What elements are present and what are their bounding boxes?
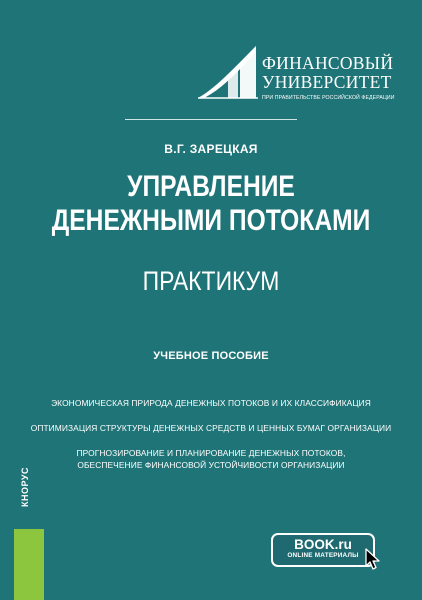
badge-subtitle: ONLINE МАТЕРИАЛЫ — [287, 552, 359, 559]
university-logo-text — [262, 54, 395, 101]
publisher-name: КНОРУС — [20, 467, 30, 507]
university-name-line1: ФИНАНСОВЫЙ — [262, 53, 394, 73]
bookru-badge[interactable] — [271, 533, 375, 567]
topics-list — [0, 397, 422, 484]
badge-title: BOOK.ru — [294, 537, 352, 552]
edition-type: УЧЕБНОЕ ПОСОБИЕ — [153, 350, 269, 362]
topic-item: ПРОГНОЗИРОВАНИЕ И ПЛАНИРОВАНИЕ ДЕНЕЖНЫХ ПОТОКОВ, — [76, 448, 346, 458]
publisher-bar — [14, 529, 44, 600]
topic-item: ЭКОНОМИЧЕСКАЯ ПРИРОДА ДЕНЕЖНЫХ ПОТОКОВ И ИХ КЛАССИФИКАЦИЯ — [51, 398, 371, 408]
university-name-line3: ПРИ ПРАВИТЕЛЬСТВЕ РОССИЙСКОЙ ФЕДЕРАЦИИ — [262, 95, 395, 101]
author-name: В.Г. ЗАРЕЦКАЯ — [164, 142, 258, 156]
title-line-1: УПРАВЛЕНИЕ — [127, 170, 295, 203]
university-name-line2: УНИВЕРСИТЕТ — [262, 72, 392, 92]
topic-item: ОПТИМИЗАЦИЯ СТРУКТУРЫ ДЕНЕЖНЫХ СРЕДСТВ И ЦЕННЫХ БУМАГ ОРГАНИЗАЦИИ — [30, 423, 392, 433]
mouse-pointer-icon — [365, 548, 381, 570]
book-subtitle: ПРАКТИКУМ — [142, 266, 280, 296]
title-line-2: ДЕНЕЖНЫМИ ПОТОКАМИ — [51, 204, 371, 237]
divider — [125, 119, 297, 120]
university-emblem-icon — [196, 44, 262, 100]
topic-item: ОБЕСПЕЧЕНИЕ ФИНАНСОВОЙ УСТОЙЧИВОСТИ ОРГАНИЗАЦИИ — [77, 460, 345, 470]
book-title — [0, 170, 422, 238]
